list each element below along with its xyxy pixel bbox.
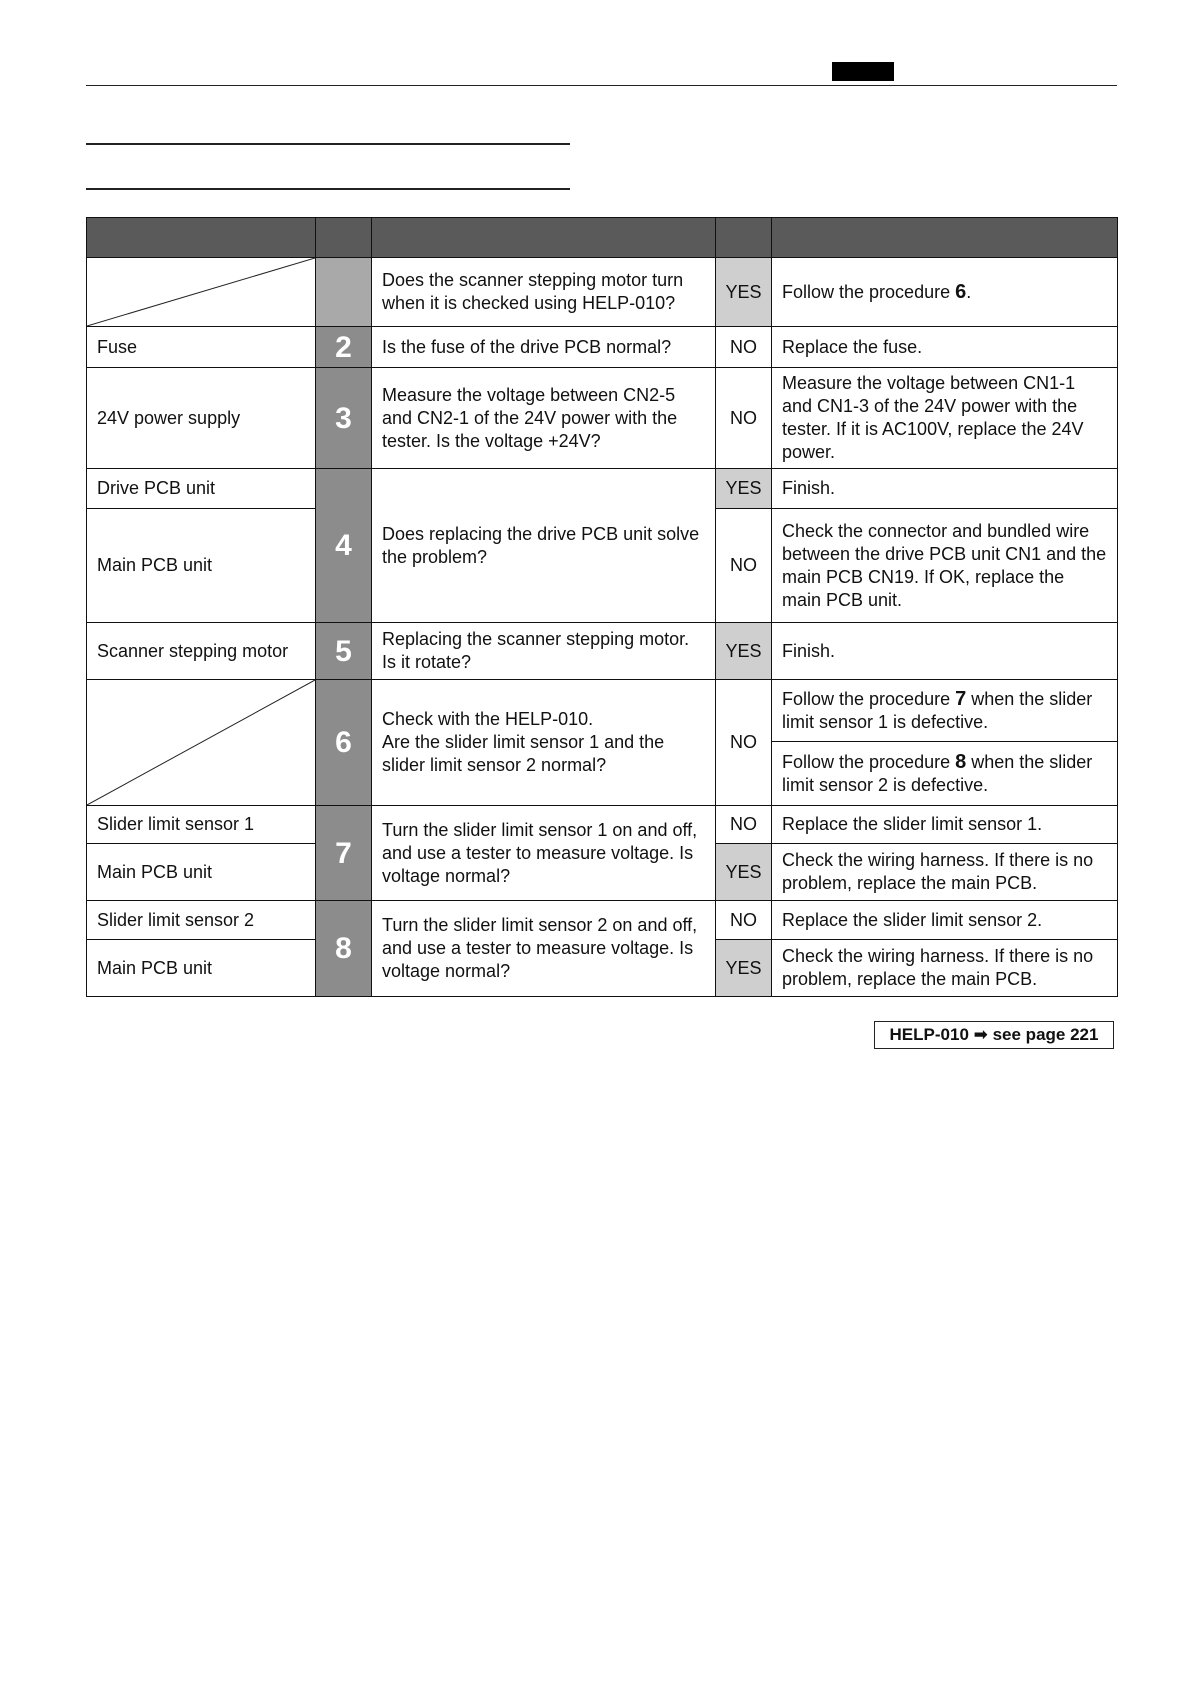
step-action: Finish. — [772, 623, 1118, 680]
answer-no: NO — [716, 509, 772, 623]
header-cause — [87, 218, 316, 258]
step-number: 7 — [316, 806, 372, 901]
step-question: Is the fuse of the drive PCB normal? — [372, 327, 716, 368]
title-underline-1 — [86, 143, 570, 145]
step-question: Replacing the scanner stepping motor. Is it rotate? — [372, 623, 716, 680]
answer-no: NO — [716, 806, 772, 844]
step-action: Check the connector and bundled wire between the drive PCB unit CN1 and the main PCB CN19. If OK, replace the main PCB unit. — [772, 509, 1118, 623]
answer-no: NO — [716, 680, 772, 806]
answer-yes: YES — [716, 623, 772, 680]
step-action: Replace the fuse. — [772, 327, 1118, 368]
step-question: Turn the slider limit sensor 2 on and off, and use a tester to measure voltage. Is voltage normal? — [372, 901, 716, 997]
step-number — [316, 258, 372, 327]
page-reference: HELP-010 ➡ see page 221 — [874, 1021, 1114, 1049]
question-line-1: Check with the HELP-010. — [382, 709, 594, 729]
answer-no: NO — [716, 327, 772, 368]
arrow-right-icon: ➡ — [973, 1025, 988, 1044]
cause-label: Main PCB unit — [87, 940, 316, 997]
question-line-2: Are the slider limit sensor 1 and the slider limit sensor 2 normal? — [382, 732, 665, 775]
step-number: 5 — [316, 623, 372, 680]
header-result — [716, 218, 772, 258]
cause-label: Fuse — [87, 327, 316, 368]
header-step — [316, 218, 372, 258]
table-row — [87, 368, 1118, 469]
step-number: 3 — [316, 368, 372, 469]
header-rule — [86, 85, 1117, 86]
table-row — [87, 469, 1118, 509]
header-measure — [772, 218, 1118, 258]
cause-label: Slider limit sensor 1 — [87, 806, 316, 844]
step-question — [372, 680, 716, 806]
answer-yes: YES — [716, 940, 772, 997]
table-row — [87, 901, 1118, 940]
table-row — [87, 623, 1118, 680]
step-action: Finish. — [772, 469, 1118, 509]
cause-label: Main PCB unit — [87, 844, 316, 901]
table-row — [87, 327, 1118, 368]
step-action: Follow the procedure 7 when the slider limit sensor 1 is defective. — [772, 680, 1118, 742]
step-action: Follow the procedure 6. — [772, 258, 1118, 327]
answer-yes: YES — [716, 844, 772, 901]
answer-yes: YES — [716, 258, 772, 327]
table-row — [87, 806, 1118, 844]
cause-label: Main PCB unit — [87, 509, 316, 623]
step-action: Measure the voltage between CN1-1 and CN1-3 of the 24V power with the tester. If it is AC100V, replace the 24V power. — [772, 368, 1118, 469]
step-action: Check the wiring harness. If there is no problem, replace the main PCB. — [772, 844, 1118, 901]
step-number: 4 — [316, 469, 372, 623]
diagonal-cell — [87, 258, 316, 327]
table-header-row — [87, 218, 1118, 258]
cause-label: 24V power supply — [87, 368, 316, 469]
answer-no: NO — [716, 901, 772, 940]
step-number: 8 — [316, 901, 372, 997]
answer-yes: YES — [716, 469, 772, 509]
step-action: Follow the procedure 8 when the slider limit sensor 2 is defective. — [772, 742, 1118, 806]
step-question: Does replacing the drive PCB unit solve the problem? — [372, 469, 716, 623]
cause-label: Scanner stepping motor — [87, 623, 316, 680]
cause-label: Drive PCB unit — [87, 469, 316, 509]
cause-label: Slider limit sensor 2 — [87, 901, 316, 940]
step-action: Replace the slider limit sensor 1. — [772, 806, 1118, 844]
table-row — [87, 258, 1118, 327]
answer-no: NO — [716, 368, 772, 469]
step-question: Does the scanner stepping motor turn when it is checked using HELP-010? — [372, 258, 716, 327]
step-number: 6 — [316, 680, 372, 806]
troubleshooting-table — [86, 217, 1118, 997]
step-action: Check the wiring harness. If there is no problem, replace the main PCB. — [772, 940, 1118, 997]
title-underline-2 — [86, 188, 570, 190]
step-question: Turn the slider limit sensor 1 on and off, and use a tester to measure voltage. Is voltage normal? — [372, 806, 716, 901]
page-tab-marker — [832, 62, 894, 81]
table-row — [87, 680, 1118, 742]
diagonal-cell — [87, 680, 316, 806]
step-action: Replace the slider limit sensor 2. — [772, 901, 1118, 940]
step-question: Measure the voltage between CN2-5 and CN2-1 of the 24V power with the tester. Is the voltage +24V? — [372, 368, 716, 469]
step-number: 2 — [316, 327, 372, 368]
header-check — [372, 218, 716, 258]
